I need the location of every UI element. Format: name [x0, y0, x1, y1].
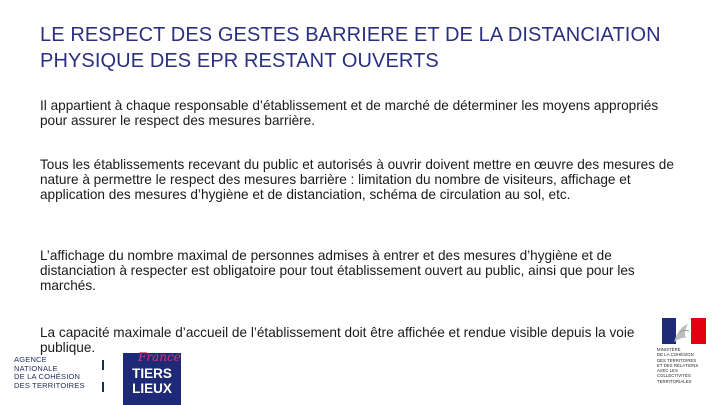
ministere-line: ET DES RELATIONS: [657, 362, 699, 368]
paragraph-2: Tous les établissements recevant du public et autorisés à ouvrir doivent mettre en œuvre des mesures de nature à permettre le respect des mesures barrière : limitation du nombre de visiteurs, affichage et application des mesures d’hygiène et de distanciation, schéma de circulation au sol, etc.: [40, 157, 674, 202]
footer-separator: [102, 382, 104, 392]
tiers-lieux-script: France: [138, 350, 181, 364]
ministere-line: MINISTÈRE: [657, 347, 681, 352]
tiers-lieux-line-1: TIERS: [132, 366, 172, 381]
tiers-lieux-line-2: LIEUX: [132, 381, 172, 396]
slide-title: LE RESPECT DES GESTES BARRIERE ET DE LA DISTANCIATION PHYSIQUE DES EPR RESTANT OUVERTS: [40, 24, 661, 72]
footer-separator: [102, 360, 104, 370]
ministere-logo: [657, 347, 717, 384]
paragraph-1: Il appartient à chaque responsable d’établissement et de marché de déterminer les moyens appropriés pour assurer le respect des mesures barrière.: [40, 98, 659, 128]
paragraph-4: La capacité maximale d’accueil de l’établissement doit être affichée et rendue visible depuis la voie publique.: [40, 325, 635, 355]
anct-logo: [14, 356, 109, 390]
anct-logo-line: DES TERRITOIRES: [14, 380, 85, 390]
ministere-line: DE LA COHÉSION: [657, 352, 694, 358]
ministere-line: DES TERRITOIRES: [657, 357, 697, 363]
marianne-logo-icon: [662, 318, 706, 344]
ministere-line: COLLECTIVITÉS: [657, 373, 691, 379]
anct-logo-line: DE LA COHÉSION: [14, 372, 81, 381]
anct-logo-line: NATIONALE: [14, 363, 58, 373]
paragraph-3: L’affichage du nombre maximal de personnes admises à entrer et des mesures d’hygiène et de distanciation à respecter est obligatoire pour tout établissement ouvert au public, ainsi que pour les marchés.: [40, 248, 635, 293]
ministere-line: AVEC LES: [657, 368, 678, 374]
ministere-line: TERRITORIALES: [657, 378, 692, 384]
anct-logo-line: AGENCE: [14, 355, 47, 364]
